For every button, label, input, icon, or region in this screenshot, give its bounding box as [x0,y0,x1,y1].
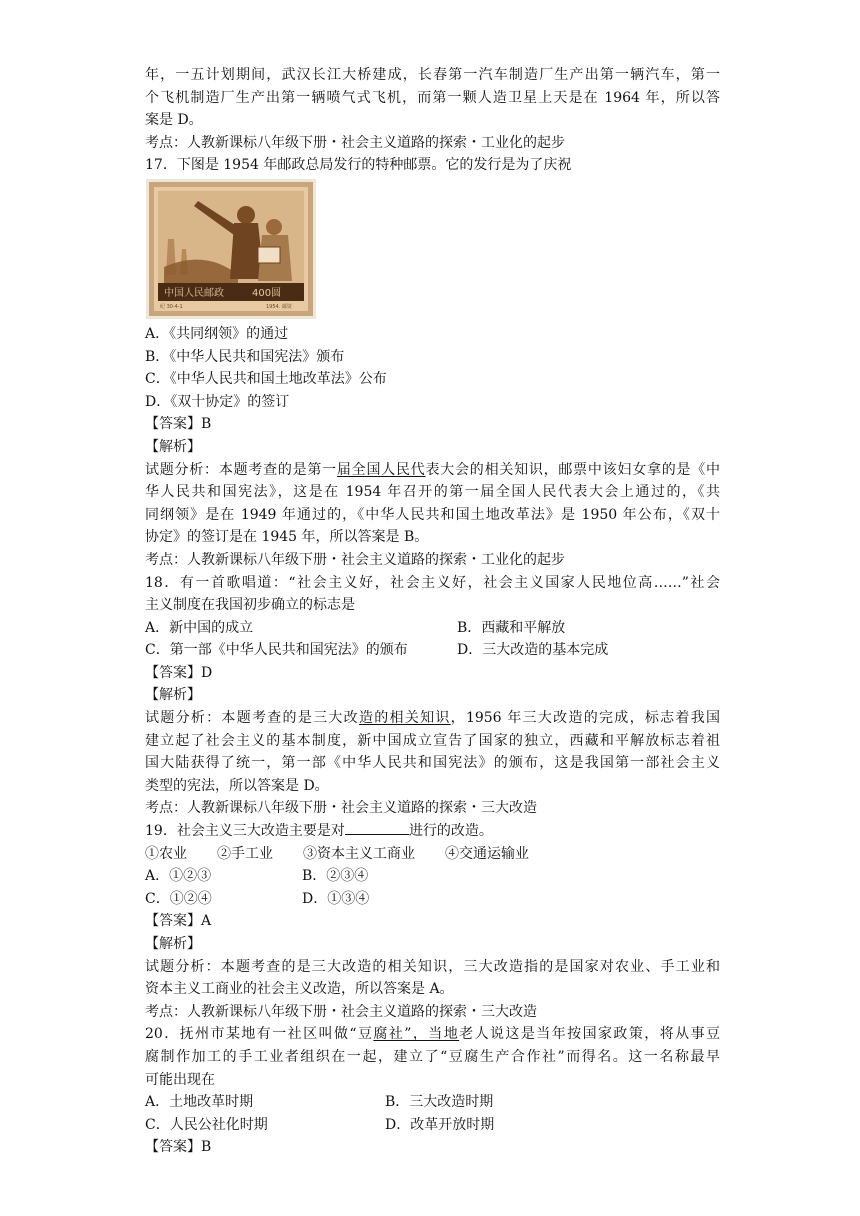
q17-answer: 【答案】B [145,416,212,433]
q18-answer: 【答案】D [145,664,213,681]
q20-option-row [145,1114,720,1137]
q19-item: ④交通运输业 [445,845,529,862]
q19-option: C．①②④ [145,890,212,907]
q18-stem: 18．有一首歌唱道：“社会主义好，社会主义好，社会主义国家人民地位高……”社会 [145,574,720,591]
q18-option: C．第一部《中华人民共和国宪法》的颁布 [145,642,408,659]
q17-option: B．《中华人民共和国宪法》颁布 [145,348,345,365]
q18-option: D．三大改造的基本完成 [457,642,609,659]
document-page [145,64,720,1159]
stamp-image [146,179,316,319]
q18-option-row [145,639,720,662]
q17-analysis-line: 华人民共和国宪法》，这是在 1954 年召开的第一届全国人民代表大会上通过的，《共 [145,484,720,501]
q17-option: D．《双十协定》的签订 [145,393,290,410]
q20-option: B．三大改造时期 [385,1094,494,1111]
q17-analysis-line: 协定》的签订是在 1945 年，所以答案是 B。 [145,529,429,546]
kaodian-line: 考点：人教新课标八年级下册・社会主义道路的探索・工业化的起步 [145,134,565,151]
q17-analysis-line: 试题分析：本题考查的是第一届全国人民代表大会的相关知识，邮票中该妇女拿的是《中 [145,461,721,478]
q19-blank [345,820,409,835]
stamp-value-text: 400圆 [252,287,282,299]
q19-option: D．①③④ [302,890,370,907]
q20-option: D．改革开放时期 [385,1116,495,1133]
q19-option: A．①②③ [145,868,212,885]
intro-line: 个飞机制造厂生产出第一辆喷气式飞机，而第一颗人造卫星上天是在 1964 年，所以答 [145,89,720,106]
q18-stem: 主义制度在我国初步确立的标志是 [145,597,355,614]
q19-option-row [145,888,720,911]
kaodian-line: 考点：人教新课标八年级下册・社会主义道路的探索・三大改造 [145,800,537,817]
q19-jiexi-label: 【解析】 [145,936,201,952]
q19-analysis-line: 试题分析：本题考查的是三大改造的相关知识，三大改造指的是国家对农业、手工业和 [145,958,720,975]
stamp-small-left: 纪 30·4-1 [160,303,183,310]
q18-option-row [145,617,720,640]
q20-option: A．土地改革时期 [145,1094,254,1111]
q19-analysis-line: 资本主义工商业的社会主义改造，所以答案是 A。 [145,981,454,998]
q20-answer: 【答案】B [145,1139,212,1156]
q19-option-row [145,865,720,888]
q17-stem: 17．下图是 1954 年邮政总局发行的特种邮票。它的发行是为了庆祝 [145,157,572,174]
stamp-illustration [146,179,316,319]
q18-analysis-line: 建立起了社会主义的基本制度，新中国成立宣告了国家的独立，西藏和平解放标志着祖 [145,732,720,749]
q17-analysis-line: 同纲领》是在 1949 年通过的，《中华人民共和国土地改革法》是 1950 年公布，《双十 [145,506,720,523]
q17-option: A．《共同纲领》的通过 [145,325,289,342]
q19-item: ②手工业 [217,845,273,862]
q18-analysis-line: 试题分析：本题考查的是三大改造的相关知识，1956 年三大改造的完成，标志着我国 [145,710,720,727]
q20-stem: 腐制作加工的手工业者组织在一起，建立了“豆腐生产合作社”而得名。这一名称最早 [145,1048,720,1065]
q20-option: C．人民公社化时期 [145,1116,268,1133]
q18-jiexi-label: 【解析】 [145,687,201,704]
q20-option-row [145,1091,720,1114]
q19-stem: 19．社会主义三大改造主要是对 进行的改造。 [145,820,720,843]
q17-option: C．《中华人民共和国土地改革法》公布 [145,371,387,388]
q19-item: ③资本主义工商业 [303,845,415,862]
q18-analysis-line: 类型的宪法，所以答案是 D。 [145,777,329,794]
q18-option: A．新中国的成立 [145,619,254,636]
q19-answer: 【答案】A [145,913,212,930]
q19-items [145,843,720,866]
intro-line: 案是 D。 [145,112,203,129]
intro-line: 年，一五计划期间，武汉长江大桥建成，长春第一汽车制造厂生产出第一辆汽车，第一 [145,67,720,83]
q18-analysis-line: 国大陆获得了统一，第一部《中华人民共和国宪法》的颁布，这是我国第一部社会主义 [145,755,720,772]
kaodian-line: 考点：人教新课标八年级下册・社会主义道路的探索・三大改造 [145,1003,537,1020]
kaodian-line: 考点：人教新课标八年级下册・社会主义道路的探索・工业化的起步 [145,551,565,568]
q17-jiexi-label: 【解析】 [145,438,201,455]
stamp-small-right: 1954. 邮资 [266,303,292,310]
q18-option: B．西藏和平解放 [457,619,566,636]
q20-stem: 可能出现在 [145,1071,215,1088]
stamp-country-text: 中国人民邮政 [164,287,224,299]
q19-option: B．②③④ [302,868,369,885]
q19-item: ①农业 [145,845,187,862]
q20-stem: 20．抚州市某地有一社区叫做“豆腐社”，当地老人说这是当年按国家政策，将从事豆 [145,1026,720,1043]
